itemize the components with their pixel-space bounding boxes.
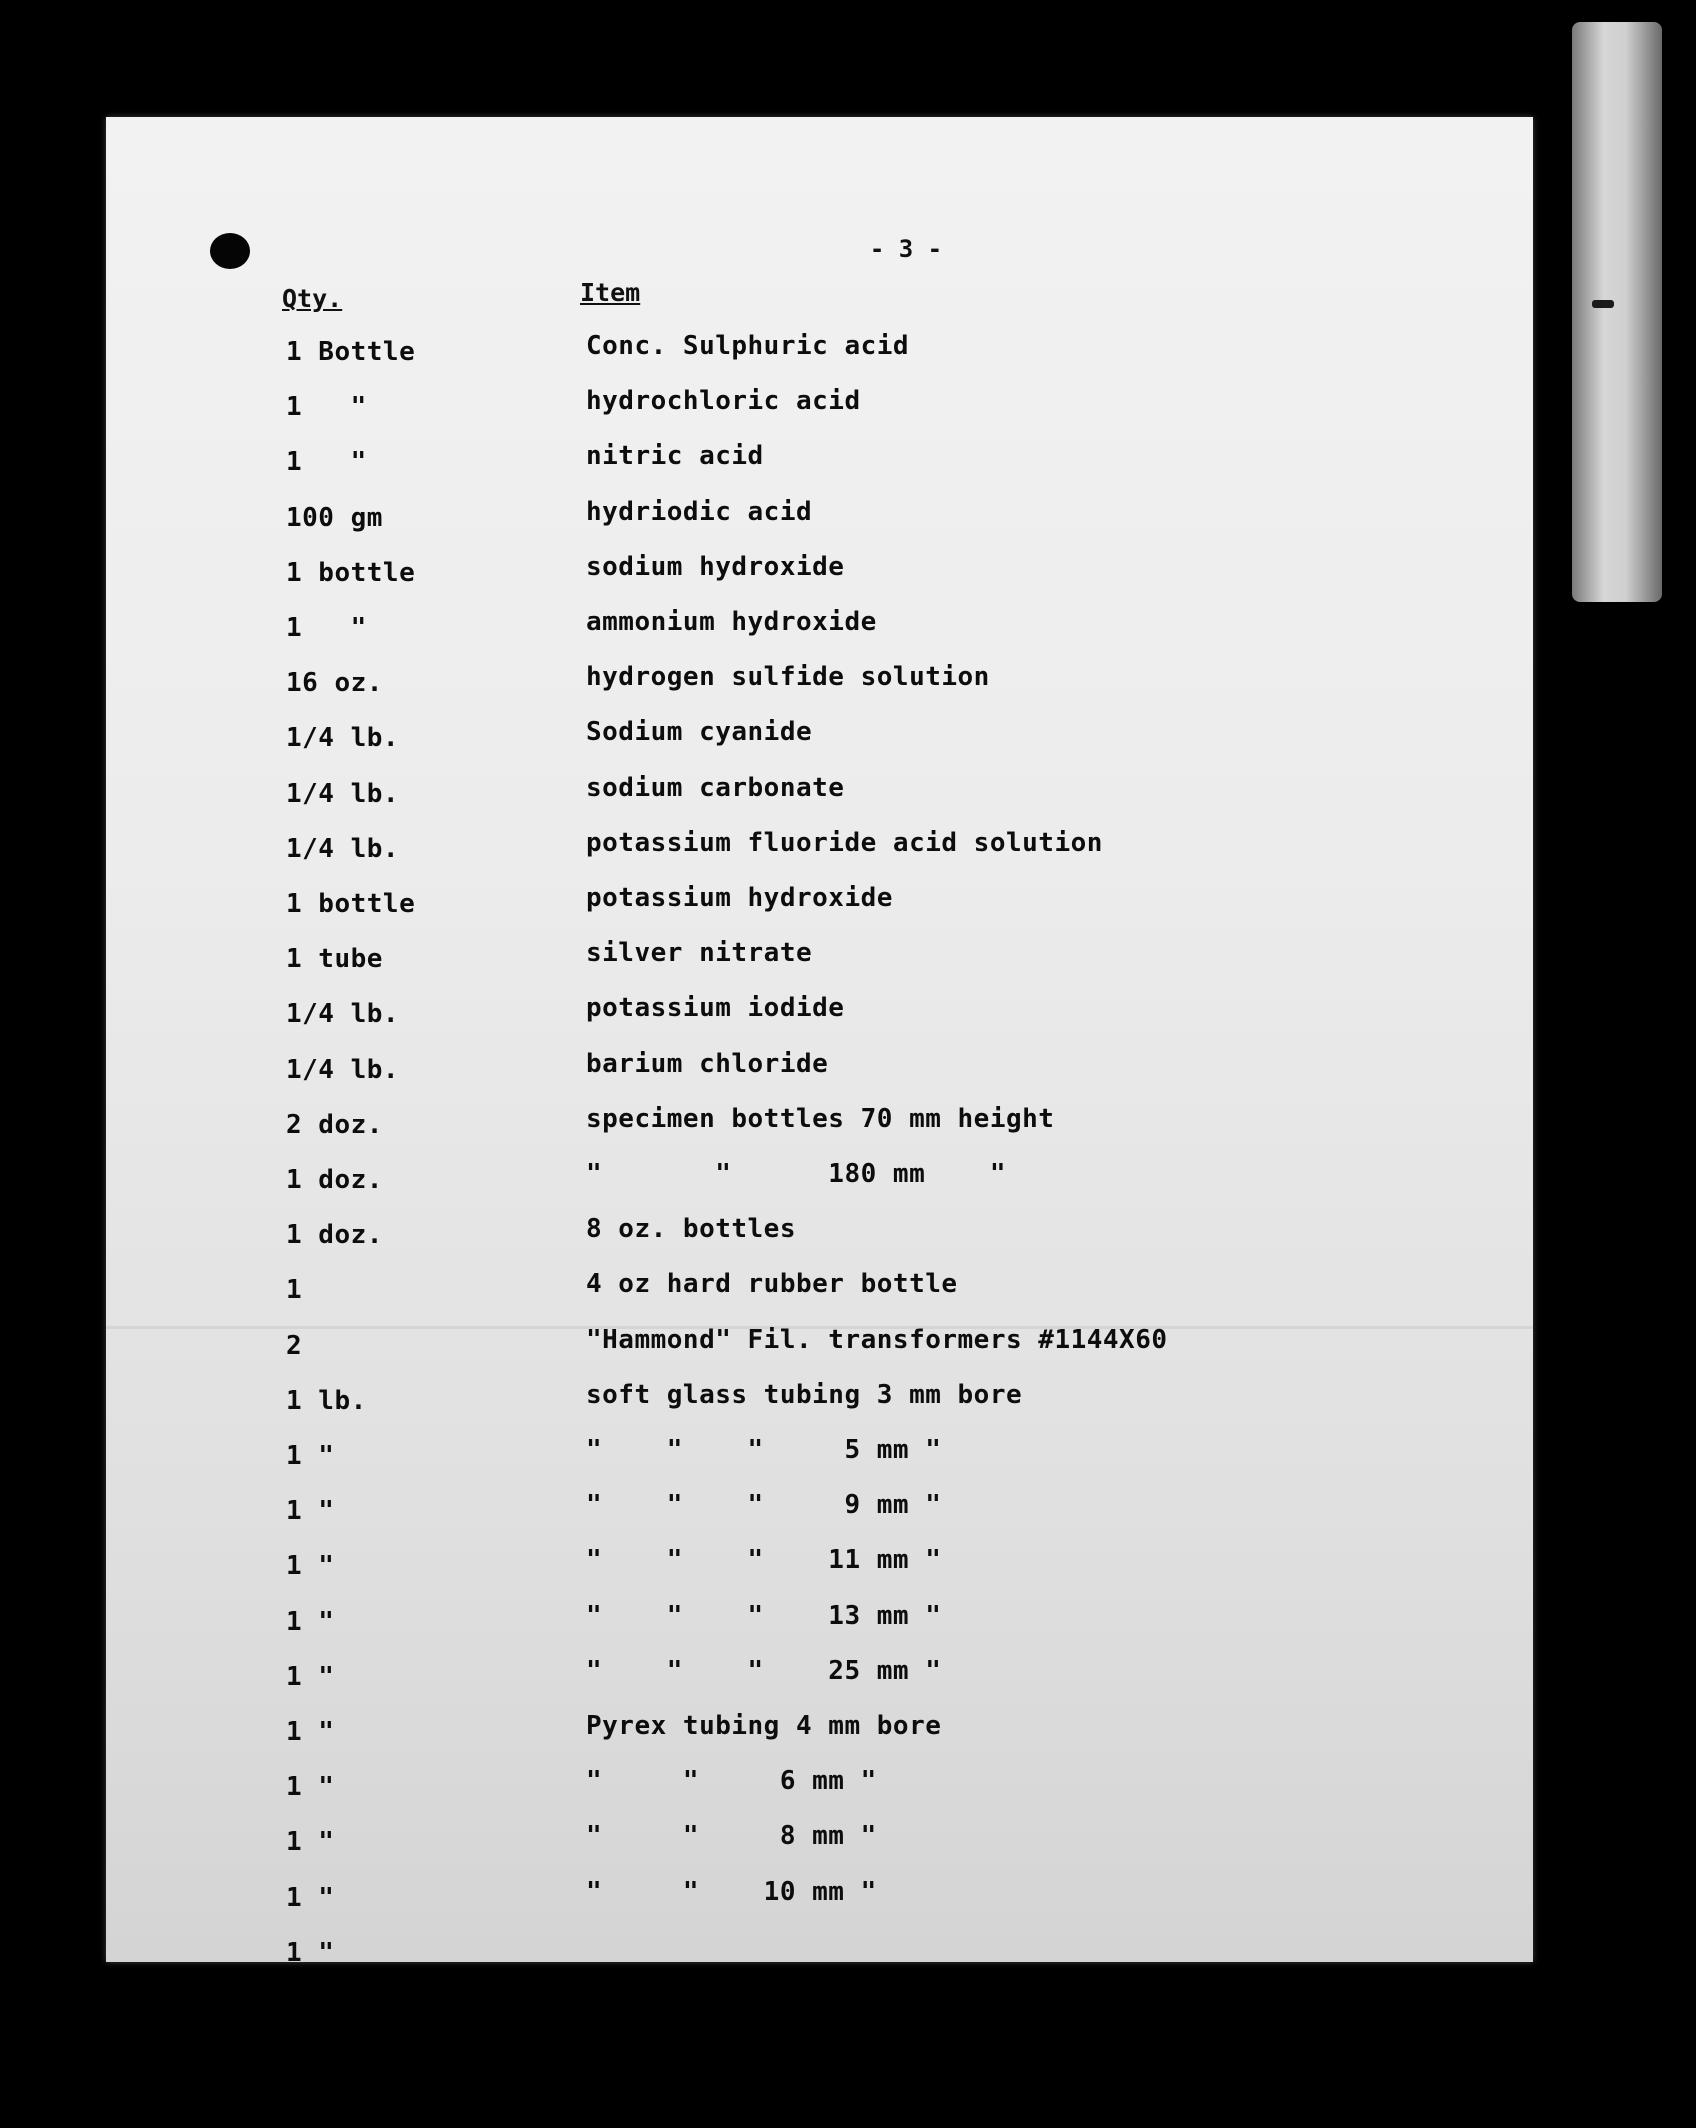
list-item (106, 1711, 1533, 1757)
qty-cell: 1 bottle (286, 557, 416, 588)
list-item (106, 607, 1533, 653)
qty-cell: 1 " (286, 1882, 335, 1913)
item-cell: silver nitrate (586, 938, 813, 969)
item-cell: hydriodic acid (586, 496, 813, 527)
list-item (106, 496, 1533, 543)
list-item (106, 662, 1533, 708)
qty-cell: 1 " (286, 392, 367, 423)
item-cell: " " " 9 mm " (586, 1490, 942, 1521)
list-item (106, 717, 1533, 763)
qty-cell: 1/4 lb. (286, 1054, 400, 1085)
qty-cell: 1 " (286, 1551, 335, 1582)
item-cell: 8 oz. bottles (586, 1214, 796, 1245)
qty-cell: 1/4 lb. (286, 723, 400, 754)
item-cell: Conc. Sulphuric acid (586, 331, 910, 361)
list-item (106, 1876, 1533, 1923)
item-cell: " " 8 mm " (586, 1821, 877, 1852)
list-item (106, 331, 1533, 377)
qty-cell: 1 bottle (286, 889, 416, 919)
item-cell: 4 oz hard rubber bottle (586, 1269, 958, 1300)
list-item (106, 1269, 1533, 1315)
qty-cell: 100 gm (286, 502, 383, 533)
qty-cell: 2 doz. (286, 1109, 383, 1140)
list-item (106, 1324, 1533, 1371)
item-cell: ammonium hydroxide (586, 607, 877, 637)
item-cell: " " " 11 mm " (586, 1545, 942, 1576)
item-cell: " " " 25 mm " (586, 1655, 942, 1686)
qty-cell: 2 (286, 1330, 303, 1361)
item-cell: " " 6 mm " (586, 1766, 877, 1797)
qty-cell: 1 " (286, 1496, 335, 1527)
item-cell: " " 10 mm " (586, 1876, 877, 1907)
item-cell: " " 180 mm " (586, 1159, 1006, 1189)
page-number: - 3 - (869, 235, 943, 263)
qty-cell: 1 doz. (286, 1165, 383, 1195)
qty-cell: 1 Bottle (286, 337, 416, 367)
qty-cell: 1 " (286, 1772, 335, 1803)
qty-cell: 1/4 lb. (286, 778, 400, 809)
list-item (106, 772, 1533, 819)
item-cell: Pyrex tubing 4 mm bore (586, 1711, 942, 1741)
list-item (106, 1938, 1533, 1978)
qty-cell: 1 " (286, 1606, 335, 1637)
list-item (106, 1821, 1533, 1867)
list-item (106, 1655, 1533, 1702)
qty-column-header: Qty. (282, 284, 343, 313)
item-column-header: Item (580, 278, 641, 307)
item-cell: hydrochloric acid (586, 386, 861, 417)
document-page (106, 117, 1533, 1968)
list-item (106, 551, 1533, 598)
item-cell: soft glass tubing 3 mm bore (586, 1379, 1023, 1410)
qty-cell: 1 lb. (286, 1385, 367, 1416)
list-item (106, 441, 1533, 487)
qty-cell: 1 " (286, 613, 367, 643)
list-item (106, 993, 1533, 1039)
item-cell: hydrogen sulfide solution (586, 662, 990, 693)
list-item (106, 386, 1533, 432)
list-item (106, 1103, 1533, 1150)
qty-cell: 1 " (286, 1827, 335, 1858)
list-item (106, 1048, 1533, 1095)
qty-cell: 1/4 lb. (286, 999, 400, 1030)
item-cell: sodium carbonate (586, 772, 845, 803)
item-cell: Sodium cyanide (586, 717, 813, 748)
qty-cell: 1 (286, 1275, 303, 1306)
list-item (106, 1545, 1533, 1591)
list-item (106, 827, 1533, 874)
item-cell: sodium hydroxide (586, 551, 845, 582)
qty-cell: 1 " (286, 1661, 335, 1692)
list-item (106, 938, 1533, 984)
qty-cell: 1 " (286, 1441, 335, 1471)
item-cell: barium chloride (586, 1048, 829, 1079)
film-edge-strip (1572, 22, 1662, 602)
list-item (106, 883, 1533, 929)
list-item (106, 1766, 1533, 1812)
list-item (106, 1379, 1533, 1426)
item-cell: "Hammond" Fil. transformers #1144X60 (586, 1324, 1168, 1355)
list-item (106, 1490, 1533, 1536)
film-notch (1592, 300, 1614, 308)
list-item (106, 1600, 1533, 1647)
qty-cell: 1 " (286, 447, 367, 478)
qty-cell: 1 doz. (286, 1220, 383, 1251)
item-cell: potassium iodide (586, 993, 845, 1024)
list-item (106, 1214, 1533, 1260)
list-item (106, 1159, 1533, 1205)
qty-cell: 1 " (286, 1717, 335, 1747)
qty-cell: 1 " (286, 1937, 335, 1968)
item-cell: specimen bottles 70 mm height (586, 1103, 1055, 1134)
qty-cell: 1/4 lb. (286, 833, 400, 864)
item-cell: " " " 5 mm " (586, 1435, 942, 1465)
list-item (106, 1435, 1533, 1481)
qty-cell: 16 oz. (286, 668, 383, 699)
item-cell: potassium hydroxide (586, 883, 893, 913)
item-cell: " " " 13 mm " (586, 1600, 942, 1631)
qty-cell: 1 tube (286, 944, 383, 975)
item-cell: nitric acid (586, 441, 764, 472)
punch-hole (210, 233, 250, 269)
item-cell: potassium fluoride acid solution (586, 827, 1103, 858)
